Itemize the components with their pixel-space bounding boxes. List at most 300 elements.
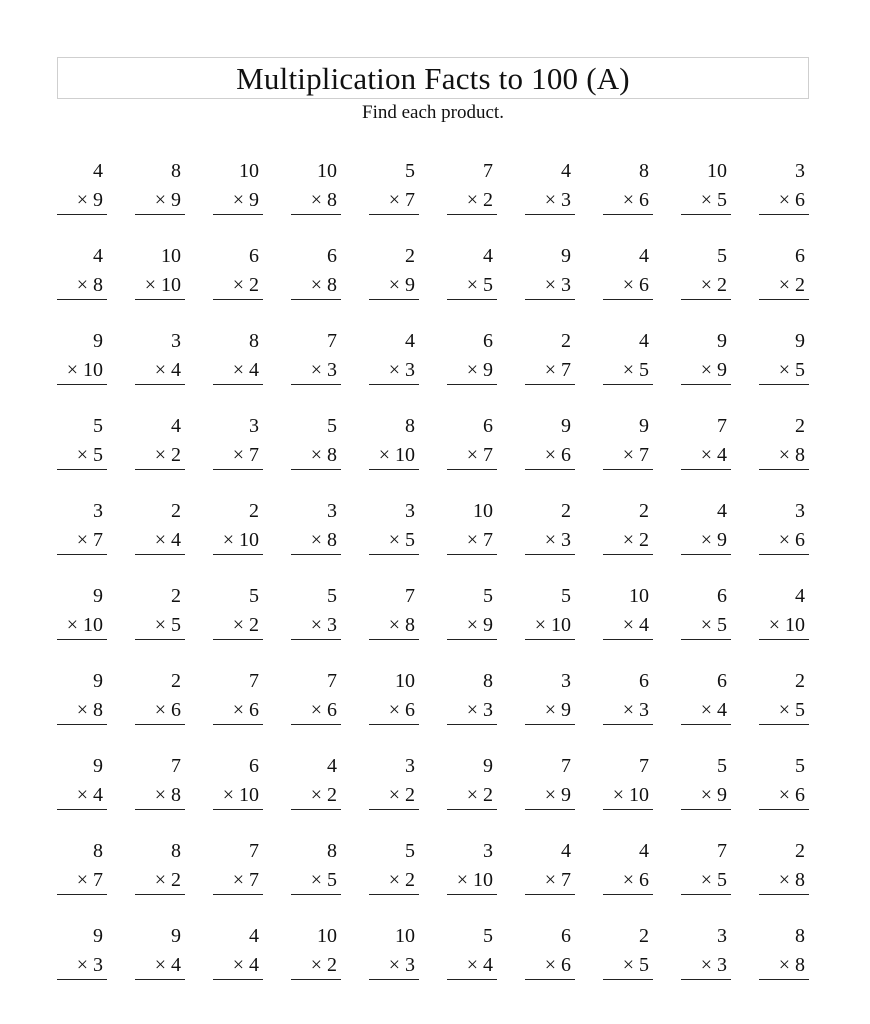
multiplier: × 7 (544, 359, 571, 381)
multiplier: × 7 (466, 529, 493, 551)
multiplier: × 6 (622, 189, 649, 211)
answer-line (369, 299, 419, 300)
problem (291, 160, 341, 215)
answer-line (681, 554, 731, 555)
multiplier: × 10 (222, 529, 259, 551)
problem (213, 755, 263, 810)
multiplicand: 3 (483, 840, 493, 862)
problem (603, 840, 653, 895)
answer-line (681, 384, 731, 385)
multiplier: × 6 (388, 699, 415, 721)
multiplicand: 3 (327, 500, 337, 522)
multiplier: × 9 (700, 529, 727, 551)
multiplier: × 3 (466, 699, 493, 721)
answer-line (603, 894, 653, 895)
multiplier: × 7 (466, 444, 493, 466)
answer-line (135, 384, 185, 385)
answer-line (525, 469, 575, 470)
answer-line (213, 469, 263, 470)
multiplicand: 10 (629, 585, 649, 607)
problem (213, 670, 263, 725)
problem (291, 925, 341, 980)
multiplicand: 8 (171, 160, 181, 182)
multiplicand: 2 (795, 840, 805, 862)
multiplicand: 7 (327, 330, 337, 352)
problem (603, 330, 653, 385)
multiplicand: 10 (473, 500, 493, 522)
multiplier: × 6 (154, 699, 181, 721)
multiplier: × 4 (76, 784, 103, 806)
multiplier: × 6 (778, 784, 805, 806)
problem (135, 840, 185, 895)
multiplier: × 5 (700, 614, 727, 636)
multiplier: × 8 (310, 444, 337, 466)
multiplier: × 3 (388, 359, 415, 381)
multiplicand: 10 (239, 160, 259, 182)
multiplicand: 8 (171, 840, 181, 862)
multiplier: × 3 (544, 529, 571, 551)
multiplier: × 5 (76, 444, 103, 466)
problem (57, 755, 107, 810)
multiplicand: 4 (561, 840, 571, 862)
answer-line (213, 214, 263, 215)
problem (681, 415, 731, 470)
problem (603, 925, 653, 980)
answer-line (447, 554, 497, 555)
multiplicand: 5 (483, 925, 493, 947)
multiplicand: 4 (717, 500, 727, 522)
answer-line (369, 214, 419, 215)
problem (291, 670, 341, 725)
multiplier: × 4 (154, 529, 181, 551)
answer-line (759, 979, 809, 980)
multiplier: × 2 (466, 189, 493, 211)
multiplier: × 6 (622, 274, 649, 296)
answer-line (447, 639, 497, 640)
multiplicand: 2 (171, 500, 181, 522)
multiplier: × 7 (232, 444, 259, 466)
problem (759, 160, 809, 215)
multiplicand: 9 (93, 670, 103, 692)
multiplicand: 9 (717, 330, 727, 352)
multiplicand: 4 (249, 925, 259, 947)
answer-line (369, 554, 419, 555)
multiplier: × 10 (378, 444, 415, 466)
multiplicand: 6 (483, 415, 493, 437)
problem (369, 245, 419, 300)
multiplicand: 6 (639, 670, 649, 692)
answer-line (603, 979, 653, 980)
multiplicand: 10 (317, 160, 337, 182)
multiplier: × 8 (310, 529, 337, 551)
answer-line (291, 214, 341, 215)
multiplicand: 3 (249, 415, 259, 437)
problem (291, 500, 341, 555)
multiplier: × 9 (700, 784, 727, 806)
problem (369, 160, 419, 215)
problem (603, 160, 653, 215)
problem (291, 585, 341, 640)
answer-line (135, 809, 185, 810)
answer-line (135, 214, 185, 215)
answer-line (213, 639, 263, 640)
problem (681, 670, 731, 725)
problem (213, 415, 263, 470)
problem (603, 755, 653, 810)
answer-line (57, 809, 107, 810)
multiplicand: 4 (483, 245, 493, 267)
problem (369, 585, 419, 640)
problem (525, 500, 575, 555)
answer-line (759, 214, 809, 215)
multiplicand: 5 (561, 585, 571, 607)
problem (447, 840, 497, 895)
multiplier: × 4 (700, 699, 727, 721)
answer-line (525, 214, 575, 215)
answer-line (291, 639, 341, 640)
problem (447, 415, 497, 470)
multiplier: × 10 (222, 784, 259, 806)
multiplicand: 9 (561, 245, 571, 267)
multiplicand: 9 (171, 925, 181, 947)
answer-line (603, 554, 653, 555)
multiplier: × 8 (778, 869, 805, 891)
multiplicand: 7 (561, 755, 571, 777)
problem (369, 330, 419, 385)
problem (447, 585, 497, 640)
multiplicand: 6 (561, 925, 571, 947)
multiplicand: 10 (395, 925, 415, 947)
multiplier: × 10 (66, 359, 103, 381)
problem (135, 925, 185, 980)
multiplicand: 6 (795, 245, 805, 267)
problem (213, 245, 263, 300)
multiplier: × 4 (466, 954, 493, 976)
answer-line (603, 469, 653, 470)
problem (681, 330, 731, 385)
problem (135, 245, 185, 300)
problem (759, 245, 809, 300)
multiplicand: 8 (795, 925, 805, 947)
problem (135, 670, 185, 725)
problem (447, 330, 497, 385)
page-title: Multiplication Facts to 100 (A) (236, 60, 630, 96)
problem (759, 585, 809, 640)
problem (681, 755, 731, 810)
multiplier: × 5 (700, 189, 727, 211)
multiplicand: 2 (795, 670, 805, 692)
problem (525, 840, 575, 895)
problem (603, 585, 653, 640)
multiplicand: 2 (171, 585, 181, 607)
multiplicand: 4 (639, 330, 649, 352)
problem (603, 500, 653, 555)
answer-line (447, 894, 497, 895)
answer-line (57, 724, 107, 725)
multiplier: × 9 (388, 274, 415, 296)
multiplier: × 9 (76, 189, 103, 211)
answer-line (525, 809, 575, 810)
answer-line (759, 554, 809, 555)
multiplier: × 6 (778, 189, 805, 211)
multiplicand: 7 (483, 160, 493, 182)
multiplicand: 6 (249, 245, 259, 267)
multiplicand: 3 (795, 160, 805, 182)
answer-line (447, 214, 497, 215)
multiplicand: 6 (327, 245, 337, 267)
problem (525, 330, 575, 385)
answer-line (213, 554, 263, 555)
multiplier: × 3 (310, 359, 337, 381)
multiplier: × 2 (622, 529, 649, 551)
multiplier: × 8 (76, 699, 103, 721)
answer-line (603, 299, 653, 300)
problem (213, 840, 263, 895)
multiplicand: 10 (317, 925, 337, 947)
multiplicand: 5 (327, 585, 337, 607)
multiplicand: 3 (795, 500, 805, 522)
multiplier: × 5 (154, 614, 181, 636)
multiplicand: 3 (171, 330, 181, 352)
multiplier: × 10 (768, 614, 805, 636)
multiplier: × 4 (154, 359, 181, 381)
problem (57, 160, 107, 215)
answer-line (291, 469, 341, 470)
problem (369, 670, 419, 725)
problem (525, 755, 575, 810)
problem (135, 160, 185, 215)
multiplicand: 10 (395, 670, 415, 692)
problem (681, 585, 731, 640)
answer-line (369, 469, 419, 470)
multiplier: × 5 (778, 359, 805, 381)
multiplier: × 10 (66, 614, 103, 636)
answer-line (759, 299, 809, 300)
problem (681, 500, 731, 555)
multiplicand: 6 (483, 330, 493, 352)
multiplicand: 7 (405, 585, 415, 607)
multiplicand: 4 (93, 245, 103, 267)
problem (525, 245, 575, 300)
problem (525, 160, 575, 215)
problem (135, 500, 185, 555)
multiplicand: 4 (405, 330, 415, 352)
multiplicand: 4 (171, 415, 181, 437)
problem (369, 500, 419, 555)
multiplicand: 2 (405, 245, 415, 267)
problem (369, 925, 419, 980)
multiplicand: 5 (405, 160, 415, 182)
multiplier: × 10 (612, 784, 649, 806)
multiplicand: 3 (405, 500, 415, 522)
multiplier: × 5 (622, 954, 649, 976)
problem (447, 245, 497, 300)
problem (213, 160, 263, 215)
multiplicand: 3 (717, 925, 727, 947)
answer-line (135, 894, 185, 895)
problem (291, 330, 341, 385)
answer-line (681, 299, 731, 300)
multiplicand: 9 (93, 330, 103, 352)
multiplier: × 8 (778, 444, 805, 466)
answer-line (57, 894, 107, 895)
multiplier: × 6 (778, 529, 805, 551)
answer-line (369, 894, 419, 895)
multiplicand: 4 (561, 160, 571, 182)
multiplier: × 8 (310, 189, 337, 211)
multiplier: × 7 (544, 869, 571, 891)
multiplier: × 3 (700, 954, 727, 976)
answer-line (213, 384, 263, 385)
multiplicand: 9 (93, 585, 103, 607)
multiplicand: 5 (717, 245, 727, 267)
problem (291, 755, 341, 810)
multiplicand: 3 (405, 755, 415, 777)
answer-line (447, 384, 497, 385)
problem (57, 245, 107, 300)
multiplier: × 3 (544, 274, 571, 296)
problem (759, 670, 809, 725)
problem (213, 330, 263, 385)
answer-line (681, 894, 731, 895)
problem (447, 670, 497, 725)
multiplicand: 5 (795, 755, 805, 777)
multiplicand: 4 (795, 585, 805, 607)
answer-line (603, 724, 653, 725)
multiplier: × 2 (778, 274, 805, 296)
multiplicand: 8 (93, 840, 103, 862)
multiplier: × 8 (154, 784, 181, 806)
multiplier: × 4 (622, 614, 649, 636)
multiplicand: 7 (249, 840, 259, 862)
multiplicand: 6 (717, 670, 727, 692)
answer-line (291, 299, 341, 300)
multiplicand: 6 (249, 755, 259, 777)
multiplier: × 2 (310, 784, 337, 806)
problem (759, 415, 809, 470)
problem (525, 925, 575, 980)
answer-line (213, 724, 263, 725)
multiplier: × 5 (466, 274, 493, 296)
answer-line (525, 554, 575, 555)
answer-line (681, 214, 731, 215)
answer-line (447, 299, 497, 300)
multiplier: × 9 (154, 189, 181, 211)
multiplicand: 9 (93, 925, 103, 947)
multiplier: × 4 (232, 359, 259, 381)
multiplier: × 7 (76, 869, 103, 891)
answer-line (369, 979, 419, 980)
multiplier: × 7 (76, 529, 103, 551)
answer-line (759, 894, 809, 895)
answer-line (525, 894, 575, 895)
multiplicand: 9 (795, 330, 805, 352)
answer-line (291, 979, 341, 980)
multiplier: × 2 (700, 274, 727, 296)
multiplier: × 3 (544, 189, 571, 211)
multiplicand: 8 (405, 415, 415, 437)
answer-line (681, 469, 731, 470)
problem (369, 755, 419, 810)
problem (759, 330, 809, 385)
multiplier: × 4 (154, 954, 181, 976)
problem (603, 415, 653, 470)
multiplicand: 7 (171, 755, 181, 777)
multiplier: × 3 (622, 699, 649, 721)
problem (291, 415, 341, 470)
problem (57, 330, 107, 385)
multiplicand: 5 (405, 840, 415, 862)
multiplicand: 4 (639, 840, 649, 862)
multiplicand: 7 (639, 755, 649, 777)
problem (57, 585, 107, 640)
multiplicand: 5 (93, 415, 103, 437)
problem (291, 840, 341, 895)
multiplicand: 9 (639, 415, 649, 437)
multiplicand: 2 (561, 500, 571, 522)
multiplier: × 6 (622, 869, 649, 891)
answer-line (603, 639, 653, 640)
problem (57, 925, 107, 980)
answer-line (603, 384, 653, 385)
answer-line (213, 809, 263, 810)
multiplicand: 2 (561, 330, 571, 352)
multiplier: × 8 (310, 274, 337, 296)
answer-line (447, 724, 497, 725)
multiplier: × 3 (388, 954, 415, 976)
answer-line (57, 979, 107, 980)
problem (759, 500, 809, 555)
multiplier: × 2 (154, 869, 181, 891)
multiplier: × 6 (544, 444, 571, 466)
problem (447, 500, 497, 555)
answer-line (369, 384, 419, 385)
multiplicand: 2 (639, 925, 649, 947)
problem (135, 415, 185, 470)
problem (447, 160, 497, 215)
problem (447, 755, 497, 810)
problem (57, 670, 107, 725)
answer-line (681, 724, 731, 725)
answer-line (759, 809, 809, 810)
multiplier: × 2 (466, 784, 493, 806)
answer-line (369, 639, 419, 640)
multiplicand: 5 (249, 585, 259, 607)
answer-line (57, 469, 107, 470)
multiplier: × 7 (388, 189, 415, 211)
answer-line (525, 384, 575, 385)
multiplier: × 6 (310, 699, 337, 721)
multiplicand: 5 (327, 415, 337, 437)
problem (681, 840, 731, 895)
problem (135, 330, 185, 385)
multiplicand: 6 (717, 585, 727, 607)
multiplicand: 3 (561, 670, 571, 692)
multiplier: × 2 (232, 614, 259, 636)
answer-line (291, 554, 341, 555)
multiplier: × 9 (232, 189, 259, 211)
problem (135, 755, 185, 810)
answer-line (447, 979, 497, 980)
answer-line (369, 724, 419, 725)
answer-line (57, 554, 107, 555)
answer-line (57, 299, 107, 300)
multiplier: × 10 (144, 274, 181, 296)
multiplicand: 7 (717, 840, 727, 862)
instructions: Find each product. (362, 102, 504, 123)
multiplier: × 2 (388, 784, 415, 806)
problem (681, 160, 731, 215)
